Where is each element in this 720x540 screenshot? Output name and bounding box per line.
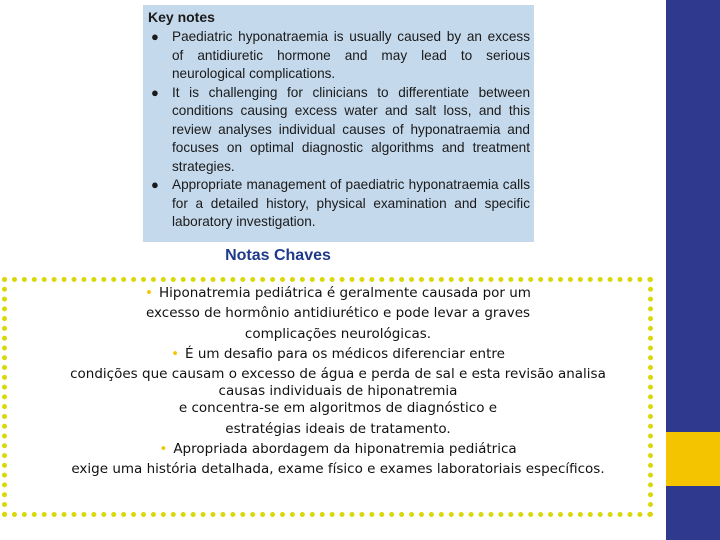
key-note-item (148, 84, 530, 177)
bullet-icon: ● (151, 29, 159, 44)
bullet-icon: • (159, 441, 168, 458)
key-note-item (148, 28, 530, 84)
key-notes-title: Key notes (148, 9, 215, 25)
key-note-text: It is challenging for clinicians to differentiate between conditions causing excess water and salt loss, and this review analyses individual causes of hyponatraemia and focuses on optimal diagnostic algorithms and treatment strategies. (172, 84, 530, 174)
notes-line: complicações neurológicas. (244, 325, 432, 342)
decorative-accent-block (666, 432, 720, 486)
notes-line: e concentra-se em algoritmos de diagnóstico e (178, 400, 498, 417)
notes-line-text: Apropriada abordagem da hiponatremia pediátrica (173, 441, 517, 458)
portuguese-notes (20, 283, 656, 480)
key-note-item (148, 176, 530, 232)
key-note-text: Appropriate management of paediatric hyponatraemia calls for a detailed history, physical examination and specific laboratory investigation. (172, 177, 530, 229)
notes-line (20, 344, 656, 364)
notes-line: exige uma história detalhada, exame físico e exames laboratoriais específicos. (71, 461, 605, 478)
notes-line: causas individuais de hiponatremia (218, 383, 458, 400)
notes-line: condições que causam o excesso de água e perda de sal e esta revisão analisa (70, 366, 606, 383)
notas-chaves-title: Notas Chaves (225, 247, 331, 264)
bullet-icon: • (171, 345, 180, 362)
key-notes-list (148, 28, 530, 232)
key-notes-panel (143, 5, 534, 242)
key-note-text: Paediatric hyponatraemia is usually caused by an excess of antidiuretic hormone and may lead to serious neurological complications. (172, 29, 530, 81)
notes-line: estratégias ideais de tratamento. (225, 420, 451, 437)
notes-line-text: Hiponatremia pediátrica é geralmente causada por um (159, 285, 531, 301)
bullet-icon: • (145, 285, 153, 301)
notes-line (20, 439, 656, 459)
bullet-icon: ● (151, 177, 159, 192)
notes-line: excesso de hormônio antidiurético e pode levar a graves (145, 305, 531, 322)
notes-line (20, 283, 656, 303)
notes-line-text: É um desafio para os médicos diferenciar entre (185, 345, 505, 362)
bullet-icon: ● (151, 84, 159, 100)
